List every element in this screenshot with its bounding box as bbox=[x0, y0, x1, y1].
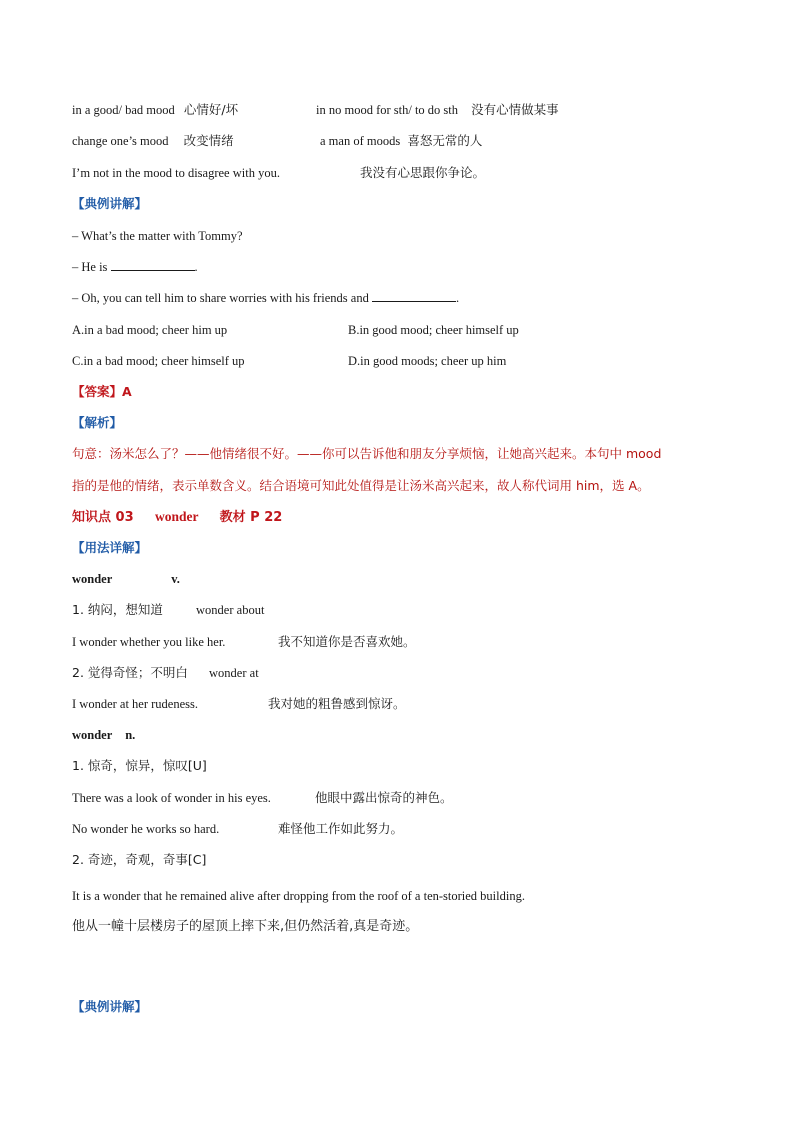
noun-sense-1-example-1-zh: 他眼中露出惊奇的神色。 bbox=[315, 790, 453, 805]
noun-sense-1-example-1-en: There was a look of wonder in his eyes. bbox=[72, 791, 271, 805]
option-d: D.in good moods; cheer up him bbox=[348, 354, 507, 368]
example-heading: 【典例讲解】 bbox=[72, 196, 148, 211]
verb-sense-1 bbox=[72, 601, 264, 619]
noun-sense-1-example-2-zh: 难怪他工作如此努力。 bbox=[278, 821, 404, 836]
question-text: – Oh, you can tell him to share worries with his friends and bbox=[72, 291, 369, 305]
sense-zh: 1. 纳闷，想知道 bbox=[72, 602, 163, 617]
noun-entry bbox=[72, 726, 135, 744]
phrase-en: a man of moods bbox=[320, 134, 401, 148]
entry-word: wonder bbox=[72, 572, 113, 586]
verb-sense-2-example-zh: 我对她的粗鲁感到惊讶。 bbox=[268, 696, 406, 711]
noun-sense-1: 1. 惊奇，惊异，惊叹[U] bbox=[72, 758, 207, 773]
question-text: – He is bbox=[72, 260, 108, 274]
noun-sense-2: 2. 奇迹，奇观，奇事[C] bbox=[72, 852, 207, 867]
noun-sense-2-example-zh: 他从一幢十层楼房子的屋顶上摔下来,但仍然活着,真是奇迹。 bbox=[72, 919, 419, 934]
question-line-1: – What’s the matter with Tommy? bbox=[72, 229, 243, 243]
answer-label: 【答案】A bbox=[72, 384, 132, 399]
sense-en: wonder at bbox=[209, 666, 259, 680]
phrase-row-1b bbox=[316, 101, 559, 119]
answer-blank bbox=[372, 289, 456, 302]
phrase-zh: 改变情绪 bbox=[183, 133, 234, 148]
kp-word: wonder bbox=[155, 509, 199, 524]
kp-number: 知识点 03 bbox=[72, 510, 134, 525]
phrase-en: in a good/ bad mood bbox=[72, 103, 175, 117]
option-a: A.in a bad mood; cheer him up bbox=[72, 323, 228, 337]
phrase-row-2 bbox=[72, 132, 234, 150]
verb-sense-1-example-zh: 我不知道你是否喜欢她。 bbox=[278, 634, 416, 649]
usage-heading: 【用法详解】 bbox=[72, 540, 148, 555]
phrase-zh: 心情好/坏 bbox=[183, 102, 239, 117]
verb-entry bbox=[72, 570, 180, 588]
sense-en: wonder about bbox=[196, 603, 265, 617]
option-b: B.in good mood; cheer himself up bbox=[348, 323, 519, 337]
mood-example-zh: 我没有心思跟你争论。 bbox=[360, 165, 486, 180]
phrase-en: change one’s mood bbox=[72, 134, 169, 148]
example-heading-2: 【典例讲解】 bbox=[72, 999, 148, 1014]
sense-zh: 2. 觉得奇怪；不明白 bbox=[72, 665, 188, 680]
analysis-heading: 【解析】 bbox=[72, 415, 123, 430]
verb-sense-2-example-en: I wonder at her rudeness. bbox=[72, 697, 198, 711]
answer-blank bbox=[111, 258, 195, 271]
question-line-3: – Oh, you can tell him to share worries with his friends and . bbox=[72, 291, 460, 305]
phrase-row-2b bbox=[320, 132, 482, 150]
mood-example-en: I’m not in the mood to disagree with you. bbox=[72, 166, 280, 180]
verb-sense-2 bbox=[72, 664, 259, 682]
verb-sense-1-example-en: I wonder whether you like her. bbox=[72, 635, 226, 649]
option-c: C.in a bad mood; cheer himself up bbox=[72, 354, 245, 368]
phrase-en: in no mood for sth/ to do sth bbox=[316, 103, 459, 117]
entry-word: wonder bbox=[72, 728, 113, 742]
part-of-speech: n. bbox=[125, 728, 136, 742]
analysis-line-2: 指的是他的情绪，表示单数含义。结合语境可知此处值得是让汤米高兴起来，故人称代词用 him，选 A。 bbox=[72, 478, 650, 493]
analysis-line-1: 句意：汤米怎么了？——他情绪很不好。——你可以告诉他和朋友分享烦恼，让她高兴起来。本句中 mood bbox=[72, 446, 662, 461]
knowledge-point-title bbox=[72, 508, 282, 527]
noun-sense-1-example-2-en: No wonder he works so hard. bbox=[72, 822, 220, 836]
noun-sense-2-example-en: It is a wonder that he remained alive after dropping from the roof of a ten-storied building. bbox=[72, 889, 525, 903]
question-line-2: – He is . bbox=[72, 260, 198, 274]
phrase-zh: 喜怒无常的人 bbox=[407, 133, 483, 148]
kp-textbook: 教材 P 22 bbox=[219, 510, 283, 525]
part-of-speech: v. bbox=[171, 572, 180, 586]
phrase-row-1 bbox=[72, 101, 238, 119]
phrase-zh: 没有心情做某事 bbox=[471, 102, 559, 117]
